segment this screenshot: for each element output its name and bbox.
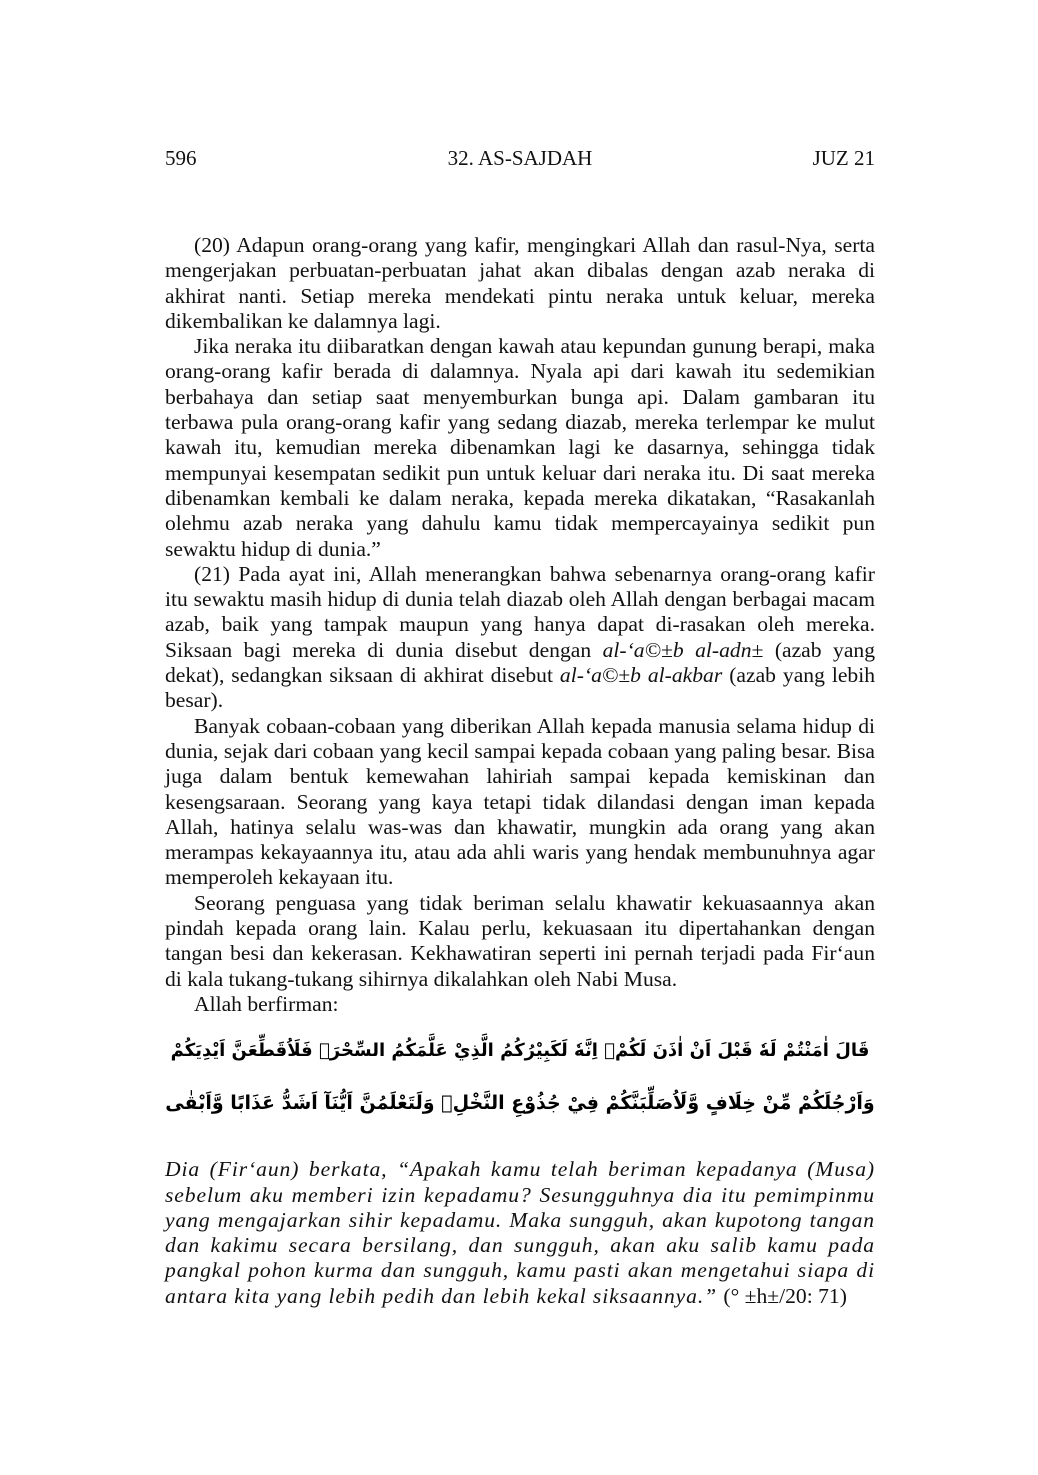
paragraph-text: (21) Pada ayat ini, Allah menerangkan bahwa sebenarnya orang-orang kafir itu sewaktu masih hidup di dunia telah diazab oleh Allah dengan berbagai macam azab, baik yang tampak maupun yang hanya dapat di-rasakan oleh mereka. Siksaan bagi mereka di dunia disebut dengan <box>165 561 875 662</box>
verse-reference: (° ±h±/20: 71) <box>723 1283 847 1308</box>
page-header <box>165 146 875 176</box>
arabic-verse-line-1: قَالَ اٰمَنْتُمْ لَهٗ قَبْلَ اَنْ اٰذَنَ لَكُمْۗ اِنَّهٗ لَكَبِيْرُكُمُ الَّذِيْ عَلَّمَكُمُ السِّحْرَۚ فَلَاُقَطِّعَنَّ اَيْدِيَكُمْ <box>170 1040 870 1062</box>
paragraph-allah-berfirman: Allah berfirman: <box>194 991 339 1016</box>
paragraph-verse-20: (20) Adapun orang-orang yang kafir, mengingkari Allah dan rasul-Nya, serta mengerjakan perbuatan-perbuatan jahat akan dibalas dengan azab neraka di akhirat nanti. Setiap mereka mendekati pintu neraka untuk keluar, mereka dikembalikan ke dalamnya lagi. <box>165 233 875 333</box>
arabic-verse <box>165 1025 875 1139</box>
paragraph-text: (azab yang lebih besar). <box>165 663 876 713</box>
verse-translation <box>165 1157 875 1309</box>
translation-text: Dia (Fir‘aun) berkata, “Apakah kamu telah beriman kepadanya (Musa) sebelum aku memberi izin kepadamu? Sesungguhnya dia itu pemimpinmu yang mengajarkan sihir kepadamu. Maka sungguh, akan kupotong tangan dan kakimu secara bersilang, dan sungguh, akan aku salib kamu pada pangkal pohon kurma dan sungguh, kamu pasti akan mengetahui siapa di antara kita yang lebih pedih dan lebih kekal siksaannya.” <box>165 1157 875 1308</box>
page-body <box>165 233 875 1309</box>
arabic-verse-line-2: وَاَرْجُلَكُمْ مِّنْ خِلَافٍ وَّلَاُصَلِّبَنَّكُمْ فِيْ جُذُوْعِ النَّخْلِۖ وَلَتَعْلَمُنَّ اَيُّنَآ اَشَدُّ عَذَابًا وَّاَبْقٰى <box>165 1092 875 1115</box>
term-azab-akbar: al-‘a©±b al-akbar <box>559 663 723 688</box>
page-number: 596 <box>165 146 197 170</box>
paragraph-verse-21 <box>165 562 875 714</box>
juz-label: JUZ 21 <box>812 146 875 170</box>
paragraph-ruler: Seorang penguasa yang tidak beriman selalu khawatir kekuasaannya akan pindah kepada orang lain. Kalau perlu, kekuasaan itu dipertahankan dengan tangan besi dan kekerasan. Kekhawatiran seperti ini pernah terjadi pada Fir‘aun di kala tukang-tukang sihirnya dikalahkan oleh Nabi Musa. <box>165 890 875 991</box>
paragraph-trials: Banyak cobaan-cobaan yang diberikan Allah kepada manusia selama hidup di dunia, sejak dari cobaan yang kecil sampai kepada cobaan yang paling besar. Bisa juga dalam bentuk kemewahan lahiriah sampai kepada kemiskinan dan kesengsaraan. Seorang yang kaya tetapi tidak dilandasi dengan iman kepada Allah, hatinya selalu was-was dan khawatir, mungkin ada orang yang akan merampas kekayaannya itu, atau ada ahli waris yang hendak membunuhnya agar memperoleh kekayaan itu. <box>165 713 875 890</box>
paragraph-text: (azab yang dekat), sedangkan siksaan di akhirat disebut <box>165 637 875 688</box>
paragraph-hell-description: Jika neraka itu diibaratkan dengan kawah atau kepundan gunung berapi, maka orang-orang kafir berada di dalamnya. Nyala api dari kawah itu sedemikian berbahaya dan setiap saat menyemburkan bunga api. Dalam gambaran itu terbawa pula orang-orang kafir yang sedang diazab, mereka terlempar ke mulut kawah itu, kemudian mereka dibenamkan lagi ke dasarnya, sehingga tidak mempunyai kesempatan sedikit pun untuk keluar dari neraka itu. Di saat mereka dibenamkan kembali ke dalam neraka, kepada mereka dikatakan, “Rasakanlah olehmu azab neraka yang dahulu kamu tidak mempercayainya sedikit pun sewaktu hidup di dunia.” <box>165 334 875 561</box>
term-azab-adna: al-‘a©±b al-adn± <box>602 637 764 662</box>
surah-title: 32. AS-SAJDAH <box>447 146 593 170</box>
